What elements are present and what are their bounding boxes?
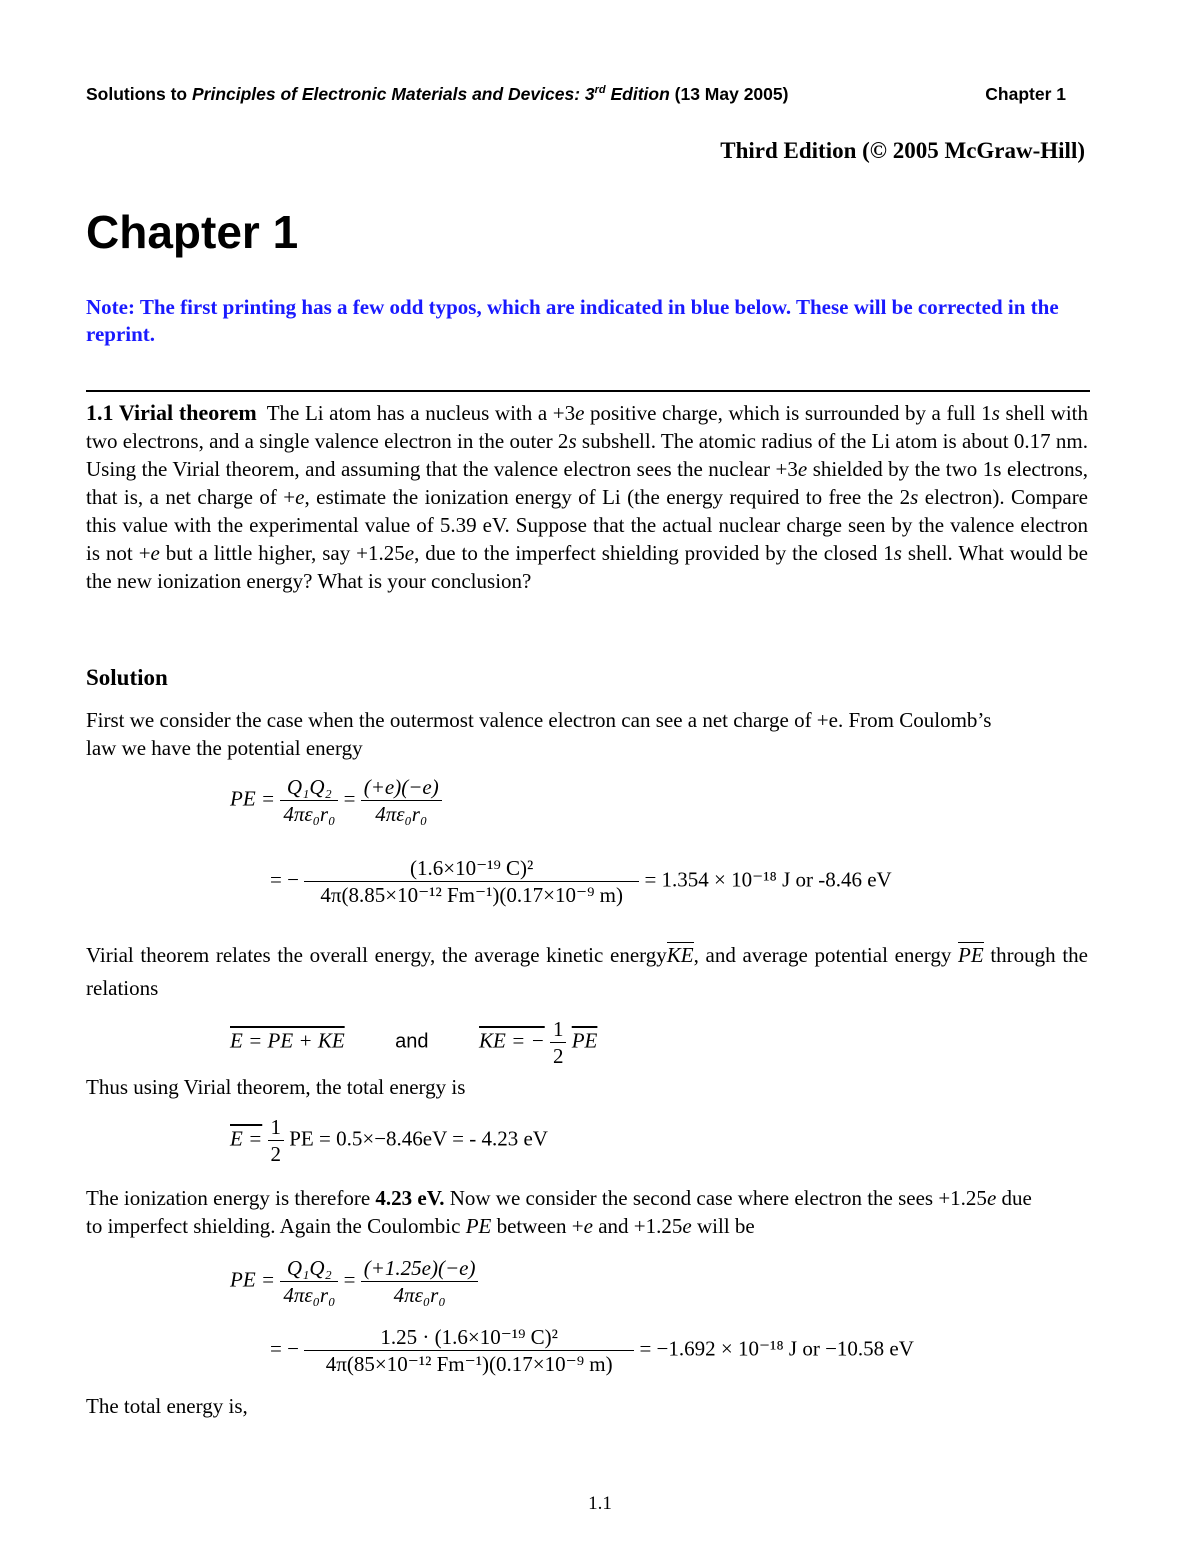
var-e: e	[295, 485, 305, 509]
equation-pe-1	[230, 774, 442, 827]
problem-text: The Li atom has a nucleus with a +3	[266, 401, 576, 425]
header-edition-sup: rd	[594, 84, 606, 97]
p4-text: Now we consider the second case where electron the sees +1.25	[444, 1186, 987, 1210]
problem-statement	[86, 399, 1088, 595]
ke-relation: KE = −	[479, 1028, 545, 1053]
ionization-energy-value: 4.23 eV.	[375, 1186, 445, 1210]
p2-text: , and average potential energy	[693, 943, 952, 967]
section-divider	[86, 390, 1090, 392]
fraction	[280, 774, 338, 827]
fraction	[304, 855, 639, 908]
equation-pe-value-2	[270, 1324, 914, 1377]
var-s: s	[568, 429, 577, 453]
var-e: e	[150, 541, 160, 565]
equals: =	[343, 786, 356, 811]
typo-note: Note: The first printing has a few odd typos, which are indicated in blue below. These will be corrected in the reprint.	[86, 295, 1059, 346]
and-word: and	[395, 1030, 429, 1053]
chapter-title: Chapter 1	[86, 206, 299, 258]
var-s: s	[910, 485, 919, 509]
eq-lead: = −	[270, 1336, 299, 1361]
denominator: 4π(85×10⁻¹² Fm⁻¹)(0.17×10⁻⁹ m)	[325, 1352, 613, 1376]
numerator: (+1.25e)(−e)	[361, 1255, 479, 1282]
page-number: 1.1	[588, 1493, 612, 1514]
equals: =	[343, 1267, 356, 1292]
p4-text: will be	[691, 1214, 755, 1238]
header-date: (13 May 2005)	[669, 84, 789, 104]
numerator: 1.25 · (1.6×10⁻¹⁹ C)²	[304, 1324, 634, 1351]
var-e: e	[583, 1214, 593, 1238]
var-e: e	[682, 1214, 692, 1238]
problem-text: shell. What would be the new ionization energy? What is your conclusion?	[86, 541, 1089, 593]
fraction	[280, 1255, 338, 1308]
equation-pe-2	[230, 1255, 478, 1308]
header-book-title: Principles of Electronic Materials and Devices: 3	[191, 84, 595, 104]
problem-text: subshell. The atomic radius of the Li atom is about 0.17 nm. Using the Virial theorem, and assuming that the valence electron sees the nuclear +3	[86, 429, 1088, 481]
solution-paragraph-5: The total energy is,	[86, 1394, 248, 1418]
var-s: s	[991, 401, 1000, 425]
fraction-half	[550, 1016, 567, 1069]
p4-text: between +	[491, 1214, 584, 1238]
fraction	[361, 774, 442, 827]
equation-virial-relations	[230, 1016, 597, 1069]
var-e: e	[575, 401, 585, 425]
fraction	[361, 1255, 479, 1308]
denominator: 4πε₀r₀	[283, 802, 336, 826]
pe-symbol: PE	[958, 943, 984, 967]
problem-text: , due to the imperfect shielding provided by the closed 1	[414, 541, 894, 565]
numerator: 1	[550, 1016, 567, 1043]
equation-pe-value	[270, 855, 892, 908]
fraction	[304, 1324, 634, 1377]
pe-symbol: $\overline{PE}$	[571, 1028, 598, 1053]
eq-lhs: E =	[230, 1126, 263, 1151]
ke-symbol: KE	[666, 943, 694, 967]
numerator: 1	[268, 1114, 285, 1141]
numerator: Q₁Q₂	[280, 774, 338, 801]
energy-sum: E = PE + KE	[230, 1028, 345, 1053]
denominator: 2	[270, 1142, 281, 1166]
problem-text: but a little higher, say +1.25	[159, 541, 405, 565]
solution-paragraph-4	[86, 1184, 1046, 1240]
header-edition-word: Edition	[605, 84, 670, 104]
numerator: Q₁Q₂	[280, 1255, 338, 1282]
denominator: 4πε₀r₀	[283, 1283, 336, 1307]
eq-lhs: PE =	[230, 786, 276, 811]
p4-text: and +1.25	[592, 1214, 683, 1238]
var-e: e	[797, 457, 808, 481]
p2-text: Virial theorem relates the overall energy, the average kinetic energy	[86, 943, 667, 967]
eq-lhs: PE =	[230, 1267, 276, 1292]
eq-result: = 1.354 × 10⁻¹⁸ J or -8.46 eV	[644, 867, 892, 892]
equation-total-energy	[230, 1114, 548, 1167]
solution-paragraph-3: Thus using Virial theorem, the total energy is	[86, 1075, 466, 1099]
problem-text: , estimate the ionization energy of Li (the energy required to free the 2	[304, 485, 911, 509]
var-s: s	[893, 541, 902, 565]
p2-text: through the relations	[86, 943, 1088, 1000]
problem-text: positive charge, which is surrounded by a full 1	[584, 401, 992, 425]
eq-result: = −1.692 × 10⁻¹⁸ J or −10.58 eV	[639, 1336, 914, 1361]
fraction-half	[268, 1114, 285, 1167]
numerator: (1.6×10⁻¹⁹ C)²	[304, 855, 639, 882]
solution-paragraph-2	[86, 939, 1088, 1005]
var-e: e	[986, 1186, 997, 1210]
denominator: 4πε₀r₀	[393, 1283, 446, 1307]
p4-text: The ionization energy is therefore	[86, 1186, 376, 1210]
denominator: 2	[552, 1044, 564, 1068]
problem-text: shielded by the two 1s electrons, that is, a net charge of +	[86, 457, 1089, 509]
eq-lead: = −	[270, 867, 299, 892]
header-prefix: Solutions to	[86, 84, 192, 104]
var-e: e	[404, 541, 415, 565]
denominator: 4πε₀r₀	[375, 802, 428, 826]
problem-title: 1.1 Virial theorem	[86, 400, 257, 425]
numerator: (+e)(−e)	[361, 774, 442, 801]
solution-paragraph-1: First we consider the case when the outermost valence electron can see a net charge of +e. From Coulomb’s law we have the potential energy	[86, 708, 992, 760]
edition-line: Third Edition (© 2005 McGraw-Hill)	[720, 138, 1085, 163]
eq-rhs: PE = 0.5×−8.46eV = - 4.23 eV	[289, 1126, 548, 1151]
header-chapter: Chapter 1	[985, 84, 1066, 104]
running-header	[86, 84, 1066, 105]
problem-text: shell with two electrons, and a single valence electron in the outer 2	[86, 401, 1089, 453]
problem-text: electron). Compare this value with the experimental value of 5.39 eV. Suppose that the actual nuclear charge seen by the valence electron is not +	[86, 485, 1089, 565]
denominator: 4π(8.85×10⁻¹² Fm⁻¹)(0.17×10⁻⁹ m)	[320, 883, 623, 907]
pe-symbol: PE	[465, 1214, 492, 1238]
solution-heading: Solution	[86, 665, 168, 690]
p4-text: due to imperfect shielding. Again the Coulombic	[86, 1186, 1032, 1238]
